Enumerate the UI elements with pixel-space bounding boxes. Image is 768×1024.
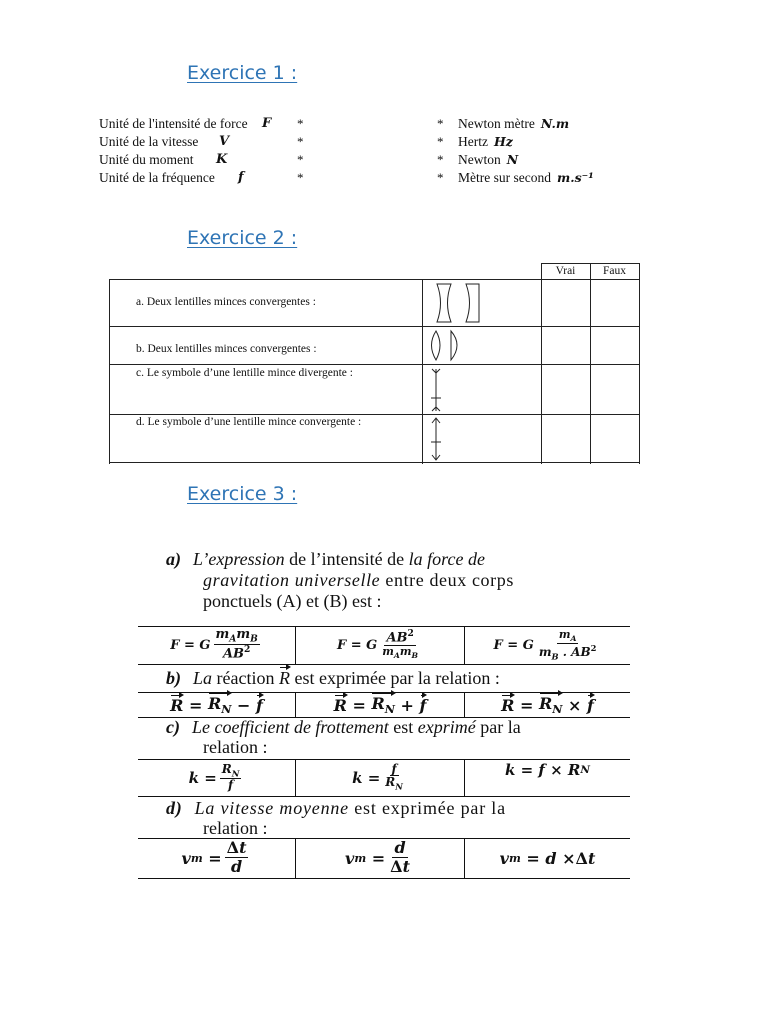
unit-text: [458, 133, 513, 151]
question-d-line2: relation :: [203, 818, 268, 838]
answer-d-faux[interactable]: [591, 415, 639, 462]
unit-symbol: N.m: [540, 116, 570, 131]
match-point-left[interactable]: *: [297, 170, 304, 185]
exercise2-title: Exercice 2 :: [187, 227, 298, 249]
text-italic: la force de: [408, 549, 485, 569]
question-label: b): [166, 668, 181, 688]
row-border: [138, 664, 630, 665]
answer-a-faux[interactable]: [591, 280, 639, 326]
question-label: d): [166, 798, 183, 818]
concave-lenses-icon: [433, 282, 489, 326]
text-italic: Le coefficient de frottement: [191, 717, 389, 737]
text: entre deux corps: [380, 570, 514, 590]
match-point-right[interactable]: *: [437, 116, 444, 131]
table-border: [109, 462, 640, 463]
row-label: Unité de la vitesse: [99, 134, 199, 149]
table-border: [639, 263, 640, 464]
question-a-line1: [166, 549, 485, 570]
unit-symbol: Hz: [493, 134, 513, 149]
formula-row-d: [138, 838, 630, 879]
formula-b2[interactable]: R = $R_N$ + f: [333, 693, 427, 717]
row-label: Unité du moment: [99, 152, 194, 167]
unit-symbol: N: [506, 152, 519, 167]
unit-text: [458, 115, 569, 133]
table-border: [422, 279, 423, 464]
text: est: [388, 717, 418, 737]
answer-b-faux[interactable]: [591, 327, 639, 364]
answer-a-vrai[interactable]: [542, 280, 590, 326]
answer-b-vrai[interactable]: [542, 327, 590, 364]
formula-d3[interactable]: v m = d × Δ t: [499, 848, 596, 868]
header-vrai: Vrai: [555, 265, 576, 277]
question-d: d. Le symbole d’une lentille mince convergente :: [136, 416, 362, 428]
match-point-left[interactable]: *: [297, 134, 304, 149]
question-a: a. Deux lentilles minces convergentes :: [136, 296, 316, 308]
formula-row-a: [138, 626, 630, 666]
unit-name: Mètre sur second: [458, 170, 551, 185]
row-border: [138, 878, 630, 879]
unit-text: [458, 169, 594, 187]
question-c-line2: relation :: [203, 737, 268, 757]
question-d-line1: [166, 798, 506, 819]
formula-c3[interactable]: k = f × R N: [505, 761, 590, 779]
text: réaction: [212, 668, 279, 688]
vector-r-symbol: R: [278, 668, 290, 688]
text: par la: [475, 717, 521, 737]
formula-a2[interactable]: F = G $\frac{AB^2}{m_Am_B}$: [336, 628, 419, 661]
formula-c1[interactable]: k = $\frac{R_N}{f}$: [188, 761, 240, 792]
row-symbol: f: [238, 170, 244, 185]
answer-c-vrai[interactable]: [542, 365, 590, 414]
unit-name: Hertz: [458, 134, 488, 149]
formula-d2[interactable]: v m = $\frac{d}{\Delta t}$: [345, 838, 410, 877]
unit-text: [458, 151, 518, 169]
row-symbol: K: [216, 152, 228, 167]
text-italic: exprimé: [417, 717, 476, 737]
row-symbol: F: [262, 116, 272, 131]
match-point-right[interactable]: *: [437, 152, 444, 167]
text-italic: La vitesse moyenne: [194, 798, 349, 818]
exercise1-title: Exercice 1 :: [187, 62, 298, 84]
unit-symbol: m.s⁻¹: [556, 170, 594, 185]
question-c: c. Le symbole d’une lentille mince divergente :: [136, 367, 353, 379]
header-faux: Faux: [603, 265, 626, 277]
text: est exprimée par la: [348, 798, 506, 818]
question-label: c): [166, 717, 180, 737]
row-label: Unité de la fréquence: [99, 170, 215, 185]
row-symbol: V: [219, 134, 230, 149]
question-label: a): [166, 549, 181, 569]
formula-b1[interactable]: R = $R_N$ − f: [170, 693, 263, 717]
question-a-line3: ponctuels (A) et (B) est :: [203, 591, 382, 611]
question-a-line2: [203, 570, 514, 591]
convex-lenses-icon: [427, 329, 467, 363]
match-point-right[interactable]: *: [437, 170, 444, 185]
text-italic: gravitation universelle: [203, 570, 381, 590]
match-point-right[interactable]: *: [437, 134, 444, 149]
converging-symbol-icon: [429, 416, 443, 462]
unit-name: Newton mètre: [458, 116, 535, 131]
text-italic: La: [193, 668, 213, 688]
text: est exprimée par la relation :: [289, 668, 500, 688]
question-c-line1: [166, 717, 521, 738]
exercise3-title: Exercice 3 :: [187, 483, 298, 505]
table-border: [109, 279, 110, 464]
match-point-left[interactable]: *: [297, 116, 304, 131]
formula-c2[interactable]: k = $\frac{f}{R_N}$: [352, 761, 403, 792]
row-label: Unité de l'intensité de force: [99, 116, 248, 131]
diverging-symbol-icon: [429, 366, 443, 414]
answer-d-vrai[interactable]: [542, 415, 590, 462]
formula-row-c: [138, 759, 630, 797]
formula-b3[interactable]: R = $R_N$ × f: [501, 693, 594, 717]
unit-name: Newton: [458, 152, 501, 167]
exercise2-table: [109, 263, 640, 464]
text: de l’intensité de: [284, 549, 409, 569]
match-point-left[interactable]: *: [297, 152, 304, 167]
text-italic: L’expression: [193, 549, 285, 569]
formula-row-b: [138, 692, 630, 718]
formula-d1[interactable]: v m = $\frac{\Delta t}{d}$: [181, 838, 247, 877]
formula-a1[interactable]: F = G $\frac{m_Am_B}{AB^2}$: [170, 627, 258, 662]
question-b-line1: [166, 668, 500, 689]
answer-c-faux[interactable]: [591, 365, 639, 414]
question-b: b. Deux lentilles minces convergentes :: [136, 343, 317, 355]
formula-a3[interactable]: F = G $\frac{m_A}{m_B . AB^2}$: [493, 627, 597, 662]
